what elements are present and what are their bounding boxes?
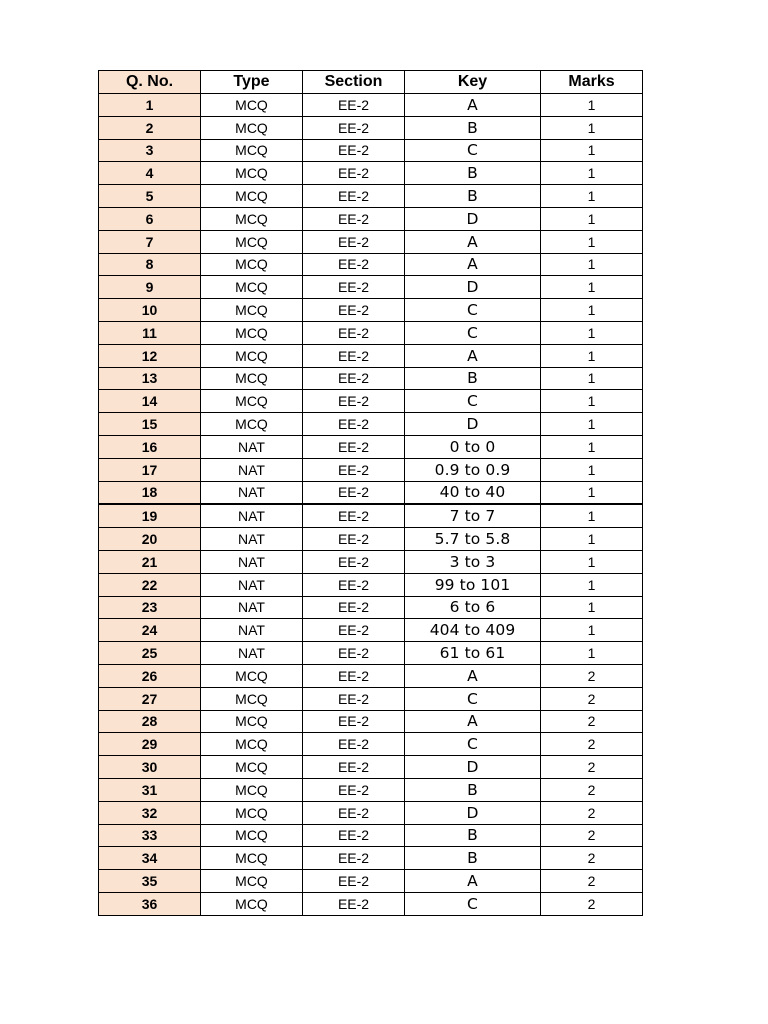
cell-type: NAT bbox=[201, 642, 303, 665]
cell-key: C bbox=[405, 299, 541, 322]
cell-key: B bbox=[405, 778, 541, 801]
cell-key: C bbox=[405, 390, 541, 413]
cell-section: EE-2 bbox=[303, 642, 405, 665]
cell-qno: 23 bbox=[99, 596, 201, 619]
cell-type: NAT bbox=[201, 458, 303, 481]
cell-marks: 2 bbox=[541, 778, 643, 801]
cell-marks: 1 bbox=[541, 573, 643, 596]
table-row bbox=[99, 435, 643, 458]
cell-type: MCQ bbox=[201, 870, 303, 893]
table-row bbox=[99, 664, 643, 687]
cell-qno: 29 bbox=[99, 733, 201, 756]
cell-type: MCQ bbox=[201, 687, 303, 710]
cell-type: MCQ bbox=[201, 139, 303, 162]
cell-marks: 1 bbox=[541, 185, 643, 208]
table-body bbox=[99, 94, 643, 916]
cell-marks: 2 bbox=[541, 710, 643, 733]
cell-qno: 9 bbox=[99, 276, 201, 299]
cell-qno: 15 bbox=[99, 413, 201, 436]
cell-marks: 1 bbox=[541, 413, 643, 436]
cell-marks: 2 bbox=[541, 824, 643, 847]
cell-qno: 13 bbox=[99, 367, 201, 390]
cell-key: B bbox=[405, 824, 541, 847]
cell-type: MCQ bbox=[201, 824, 303, 847]
cell-qno: 19 bbox=[99, 504, 201, 527]
cell-key: 61 to 61 bbox=[405, 642, 541, 665]
cell-qno: 11 bbox=[99, 321, 201, 344]
table-row bbox=[99, 892, 643, 915]
cell-marks: 1 bbox=[541, 344, 643, 367]
table-row bbox=[99, 185, 643, 208]
cell-key: C bbox=[405, 892, 541, 915]
cell-key: 7 to 7 bbox=[405, 504, 541, 527]
cell-qno: 35 bbox=[99, 870, 201, 893]
cell-type: MCQ bbox=[201, 710, 303, 733]
cell-qno: 22 bbox=[99, 573, 201, 596]
cell-qno: 25 bbox=[99, 642, 201, 665]
cell-qno: 12 bbox=[99, 344, 201, 367]
cell-qno: 1 bbox=[99, 94, 201, 117]
cell-key: D bbox=[405, 207, 541, 230]
cell-type: MCQ bbox=[201, 756, 303, 779]
cell-section: EE-2 bbox=[303, 870, 405, 893]
cell-marks: 1 bbox=[541, 94, 643, 117]
cell-key: 0 to 0 bbox=[405, 435, 541, 458]
cell-type: MCQ bbox=[201, 733, 303, 756]
cell-qno: 32 bbox=[99, 801, 201, 824]
cell-section: EE-2 bbox=[303, 435, 405, 458]
cell-marks: 1 bbox=[541, 435, 643, 458]
cell-type: MCQ bbox=[201, 892, 303, 915]
cell-key: B bbox=[405, 162, 541, 185]
cell-key: A bbox=[405, 710, 541, 733]
header-type: Type bbox=[201, 71, 303, 94]
cell-type: MCQ bbox=[201, 207, 303, 230]
cell-qno: 8 bbox=[99, 253, 201, 276]
cell-key: A bbox=[405, 870, 541, 893]
cell-section: EE-2 bbox=[303, 299, 405, 322]
cell-qno: 2 bbox=[99, 116, 201, 139]
cell-qno: 4 bbox=[99, 162, 201, 185]
table-row bbox=[99, 276, 643, 299]
cell-qno: 20 bbox=[99, 528, 201, 551]
cell-section: EE-2 bbox=[303, 458, 405, 481]
cell-marks: 1 bbox=[541, 321, 643, 344]
cell-marks: 2 bbox=[541, 664, 643, 687]
cell-key: A bbox=[405, 253, 541, 276]
table-row bbox=[99, 230, 643, 253]
cell-section: EE-2 bbox=[303, 801, 405, 824]
table-row bbox=[99, 139, 643, 162]
cell-section: EE-2 bbox=[303, 778, 405, 801]
cell-section: EE-2 bbox=[303, 528, 405, 551]
table-row bbox=[99, 756, 643, 779]
cell-type: MCQ bbox=[201, 367, 303, 390]
cell-qno: 16 bbox=[99, 435, 201, 458]
cell-key: 0.9 to 0.9 bbox=[405, 458, 541, 481]
cell-qno: 7 bbox=[99, 230, 201, 253]
cell-type: MCQ bbox=[201, 230, 303, 253]
cell-marks: 1 bbox=[541, 139, 643, 162]
table-row bbox=[99, 847, 643, 870]
cell-key: D bbox=[405, 756, 541, 779]
cell-key: C bbox=[405, 139, 541, 162]
cell-marks: 1 bbox=[541, 596, 643, 619]
cell-section: EE-2 bbox=[303, 139, 405, 162]
cell-type: NAT bbox=[201, 528, 303, 551]
cell-section: EE-2 bbox=[303, 185, 405, 208]
cell-marks: 1 bbox=[541, 550, 643, 573]
cell-type: MCQ bbox=[201, 185, 303, 208]
cell-type: MCQ bbox=[201, 413, 303, 436]
cell-type: NAT bbox=[201, 550, 303, 573]
cell-marks: 1 bbox=[541, 528, 643, 551]
cell-marks: 1 bbox=[541, 390, 643, 413]
table-row bbox=[99, 801, 643, 824]
cell-qno: 34 bbox=[99, 847, 201, 870]
table-row bbox=[99, 596, 643, 619]
table-row bbox=[99, 207, 643, 230]
cell-marks: 1 bbox=[541, 230, 643, 253]
cell-section: EE-2 bbox=[303, 596, 405, 619]
cell-section: EE-2 bbox=[303, 710, 405, 733]
cell-type: NAT bbox=[201, 435, 303, 458]
cell-key: C bbox=[405, 687, 541, 710]
table-row bbox=[99, 116, 643, 139]
cell-marks: 2 bbox=[541, 870, 643, 893]
cell-key: 40 to 40 bbox=[405, 481, 541, 504]
cell-qno: 33 bbox=[99, 824, 201, 847]
cell-marks: 1 bbox=[541, 299, 643, 322]
cell-type: MCQ bbox=[201, 299, 303, 322]
table-row bbox=[99, 367, 643, 390]
cell-type: MCQ bbox=[201, 778, 303, 801]
cell-qno: 28 bbox=[99, 710, 201, 733]
cell-qno: 14 bbox=[99, 390, 201, 413]
cell-key: C bbox=[405, 321, 541, 344]
cell-qno: 31 bbox=[99, 778, 201, 801]
header-qno: Q. No. bbox=[99, 71, 201, 94]
cell-key: A bbox=[405, 230, 541, 253]
cell-key: 404 to 409 bbox=[405, 619, 541, 642]
cell-qno: 26 bbox=[99, 664, 201, 687]
cell-section: EE-2 bbox=[303, 664, 405, 687]
table-row bbox=[99, 504, 643, 527]
cell-section: EE-2 bbox=[303, 390, 405, 413]
cell-marks: 1 bbox=[541, 276, 643, 299]
cell-qno: 36 bbox=[99, 892, 201, 915]
cell-key: 99 to 101 bbox=[405, 573, 541, 596]
cell-key: B bbox=[405, 185, 541, 208]
cell-section: EE-2 bbox=[303, 733, 405, 756]
table-row bbox=[99, 390, 643, 413]
table-row bbox=[99, 528, 643, 551]
cell-type: MCQ bbox=[201, 276, 303, 299]
header-key: Key bbox=[405, 71, 541, 94]
cell-type: NAT bbox=[201, 481, 303, 504]
cell-marks: 1 bbox=[541, 162, 643, 185]
table-row bbox=[99, 413, 643, 436]
cell-section: EE-2 bbox=[303, 756, 405, 779]
cell-type: MCQ bbox=[201, 664, 303, 687]
cell-type: NAT bbox=[201, 504, 303, 527]
cell-marks: 1 bbox=[541, 116, 643, 139]
cell-key: D bbox=[405, 413, 541, 436]
cell-type: MCQ bbox=[201, 116, 303, 139]
cell-key: A bbox=[405, 664, 541, 687]
cell-qno: 6 bbox=[99, 207, 201, 230]
table-row bbox=[99, 642, 643, 665]
cell-key: A bbox=[405, 94, 541, 117]
cell-key: 6 to 6 bbox=[405, 596, 541, 619]
cell-type: MCQ bbox=[201, 344, 303, 367]
cell-key: 5.7 to 5.8 bbox=[405, 528, 541, 551]
cell-marks: 1 bbox=[541, 207, 643, 230]
cell-type: MCQ bbox=[201, 390, 303, 413]
cell-section: EE-2 bbox=[303, 573, 405, 596]
cell-qno: 10 bbox=[99, 299, 201, 322]
header-section: Section bbox=[303, 71, 405, 94]
table-row bbox=[99, 824, 643, 847]
table-row bbox=[99, 870, 643, 893]
cell-section: EE-2 bbox=[303, 230, 405, 253]
cell-qno: 24 bbox=[99, 619, 201, 642]
table-row bbox=[99, 481, 643, 504]
cell-qno: 21 bbox=[99, 550, 201, 573]
cell-key: C bbox=[405, 733, 541, 756]
cell-section: EE-2 bbox=[303, 344, 405, 367]
cell-marks: 1 bbox=[541, 504, 643, 527]
cell-section: EE-2 bbox=[303, 94, 405, 117]
cell-section: EE-2 bbox=[303, 504, 405, 527]
cell-key: B bbox=[405, 367, 541, 390]
cell-marks: 1 bbox=[541, 481, 643, 504]
cell-qno: 5 bbox=[99, 185, 201, 208]
cell-section: EE-2 bbox=[303, 116, 405, 139]
cell-section: EE-2 bbox=[303, 892, 405, 915]
cell-marks: 2 bbox=[541, 756, 643, 779]
cell-qno: 3 bbox=[99, 139, 201, 162]
table-row bbox=[99, 253, 643, 276]
cell-key: D bbox=[405, 801, 541, 824]
cell-section: EE-2 bbox=[303, 367, 405, 390]
table-row bbox=[99, 550, 643, 573]
cell-marks: 1 bbox=[541, 253, 643, 276]
cell-section: EE-2 bbox=[303, 413, 405, 436]
cell-section: EE-2 bbox=[303, 824, 405, 847]
cell-qno: 17 bbox=[99, 458, 201, 481]
cell-qno: 27 bbox=[99, 687, 201, 710]
cell-type: NAT bbox=[201, 619, 303, 642]
cell-section: EE-2 bbox=[303, 276, 405, 299]
cell-marks: 1 bbox=[541, 642, 643, 665]
cell-type: MCQ bbox=[201, 847, 303, 870]
cell-qno: 18 bbox=[99, 481, 201, 504]
cell-marks: 2 bbox=[541, 733, 643, 756]
cell-key: A bbox=[405, 344, 541, 367]
answer-key-table bbox=[98, 70, 643, 916]
table-row bbox=[99, 573, 643, 596]
table-row bbox=[99, 94, 643, 117]
cell-marks: 2 bbox=[541, 847, 643, 870]
cell-qno: 30 bbox=[99, 756, 201, 779]
cell-marks: 2 bbox=[541, 801, 643, 824]
cell-section: EE-2 bbox=[303, 481, 405, 504]
cell-type: MCQ bbox=[201, 162, 303, 185]
cell-section: EE-2 bbox=[303, 321, 405, 344]
cell-section: EE-2 bbox=[303, 253, 405, 276]
cell-section: EE-2 bbox=[303, 550, 405, 573]
cell-section: EE-2 bbox=[303, 687, 405, 710]
table-row bbox=[99, 344, 643, 367]
cell-marks: 2 bbox=[541, 687, 643, 710]
cell-type: MCQ bbox=[201, 801, 303, 824]
table-row bbox=[99, 619, 643, 642]
table-row bbox=[99, 778, 643, 801]
cell-key: 3 to 3 bbox=[405, 550, 541, 573]
cell-key: B bbox=[405, 116, 541, 139]
cell-marks: 1 bbox=[541, 619, 643, 642]
cell-section: EE-2 bbox=[303, 619, 405, 642]
table-row bbox=[99, 299, 643, 322]
table-row bbox=[99, 733, 643, 756]
cell-marks: 1 bbox=[541, 367, 643, 390]
table-header-row bbox=[99, 71, 643, 94]
cell-key: D bbox=[405, 276, 541, 299]
cell-section: EE-2 bbox=[303, 162, 405, 185]
cell-type: MCQ bbox=[201, 94, 303, 117]
table-row bbox=[99, 687, 643, 710]
header-marks: Marks bbox=[541, 71, 643, 94]
cell-section: EE-2 bbox=[303, 847, 405, 870]
table-row bbox=[99, 458, 643, 481]
cell-marks: 2 bbox=[541, 892, 643, 915]
cell-type: NAT bbox=[201, 573, 303, 596]
cell-type: NAT bbox=[201, 596, 303, 619]
cell-marks: 1 bbox=[541, 458, 643, 481]
table-row bbox=[99, 321, 643, 344]
cell-key: B bbox=[405, 847, 541, 870]
cell-type: MCQ bbox=[201, 321, 303, 344]
cell-type: MCQ bbox=[201, 253, 303, 276]
cell-section: EE-2 bbox=[303, 207, 405, 230]
table-row bbox=[99, 162, 643, 185]
table-row bbox=[99, 710, 643, 733]
